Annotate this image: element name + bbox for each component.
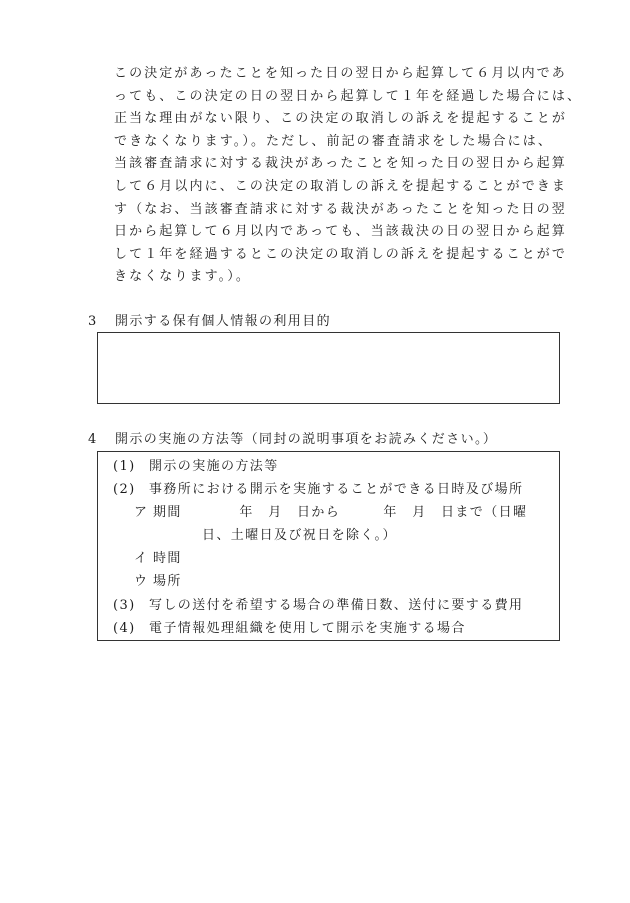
section-3-number: 3 <box>88 314 98 329</box>
item-2b-label: イ <box>134 551 149 566</box>
section-4-heading <box>88 431 558 449</box>
section-3-heading <box>88 313 558 331</box>
item-2-text: 事務所における開示を実施することができる日時及び場所 <box>149 482 524 497</box>
item-3-text: 写しの送付を希望する場合の準備日数、送付に要する費用 <box>149 598 524 613</box>
item-2c-label: ウ <box>134 574 149 589</box>
paragraph-line: きなくなります。）。 <box>114 269 251 285</box>
paragraph-line: 正当な理由がない限り、この決定の取消しの訴えを提起することが <box>114 111 568 127</box>
item-3-label: (3) <box>113 598 136 613</box>
disclosure-method-box <box>97 451 560 641</box>
item-2a-text: 期間 年 月 日から 年 月 日まで（日曜 <box>153 505 528 520</box>
item-1-label: (1) <box>113 459 136 474</box>
paragraph-line: っても、この決定の日の翌日から起算して１年を経過した場合には、 <box>114 88 583 104</box>
item-2b-text: 時間 <box>153 551 182 566</box>
paragraph-line: す（なお、当該審査請求に対する裁決があったことを知った日の翌 <box>114 201 567 217</box>
paragraph-line: この決定があったことを知った日の翌日から起算して６月以内であ <box>114 66 567 81</box>
purpose-of-use-box <box>97 332 560 404</box>
notice-paragraph <box>114 63 583 289</box>
section-4-title: 開示の実施の方法等（同封の説明事項をお読みください。） <box>115 432 498 447</box>
paragraph-line: して１年を経過するとこの決定の取消しの訴えを提起することがで <box>114 246 568 262</box>
item-2-label: (2) <box>113 482 136 497</box>
paragraph-line: して６月以内に、この決定の取消しの訴えを提起することができま <box>114 178 568 194</box>
paragraph-line: 日から起算して６月以内であっても、当該裁決の日の翌日から起算 <box>114 224 567 240</box>
paragraph-line: できなくなります。）。ただし、前記の審査請求をした場合には、 <box>114 133 553 149</box>
item-2a-label: ア <box>134 505 149 520</box>
item-4-text: 電子情報処理組織を使用して開示を実施する場合 <box>149 621 466 636</box>
paragraph-line: 当該審査請求に対する裁決があったことを知った日の翌日から起算 <box>114 156 567 172</box>
item-2a-continuation-text: 日、土曜日及び祝日を除く。） <box>202 528 397 543</box>
item-1-text: 開示の実施の方法等 <box>149 459 279 474</box>
section-4-number: 4 <box>88 432 98 447</box>
item-2c-text: 場所 <box>153 574 182 589</box>
section-3-title: 開示する保有個人情報の利用目的 <box>115 314 332 329</box>
item-4-label: (4) <box>113 621 136 636</box>
